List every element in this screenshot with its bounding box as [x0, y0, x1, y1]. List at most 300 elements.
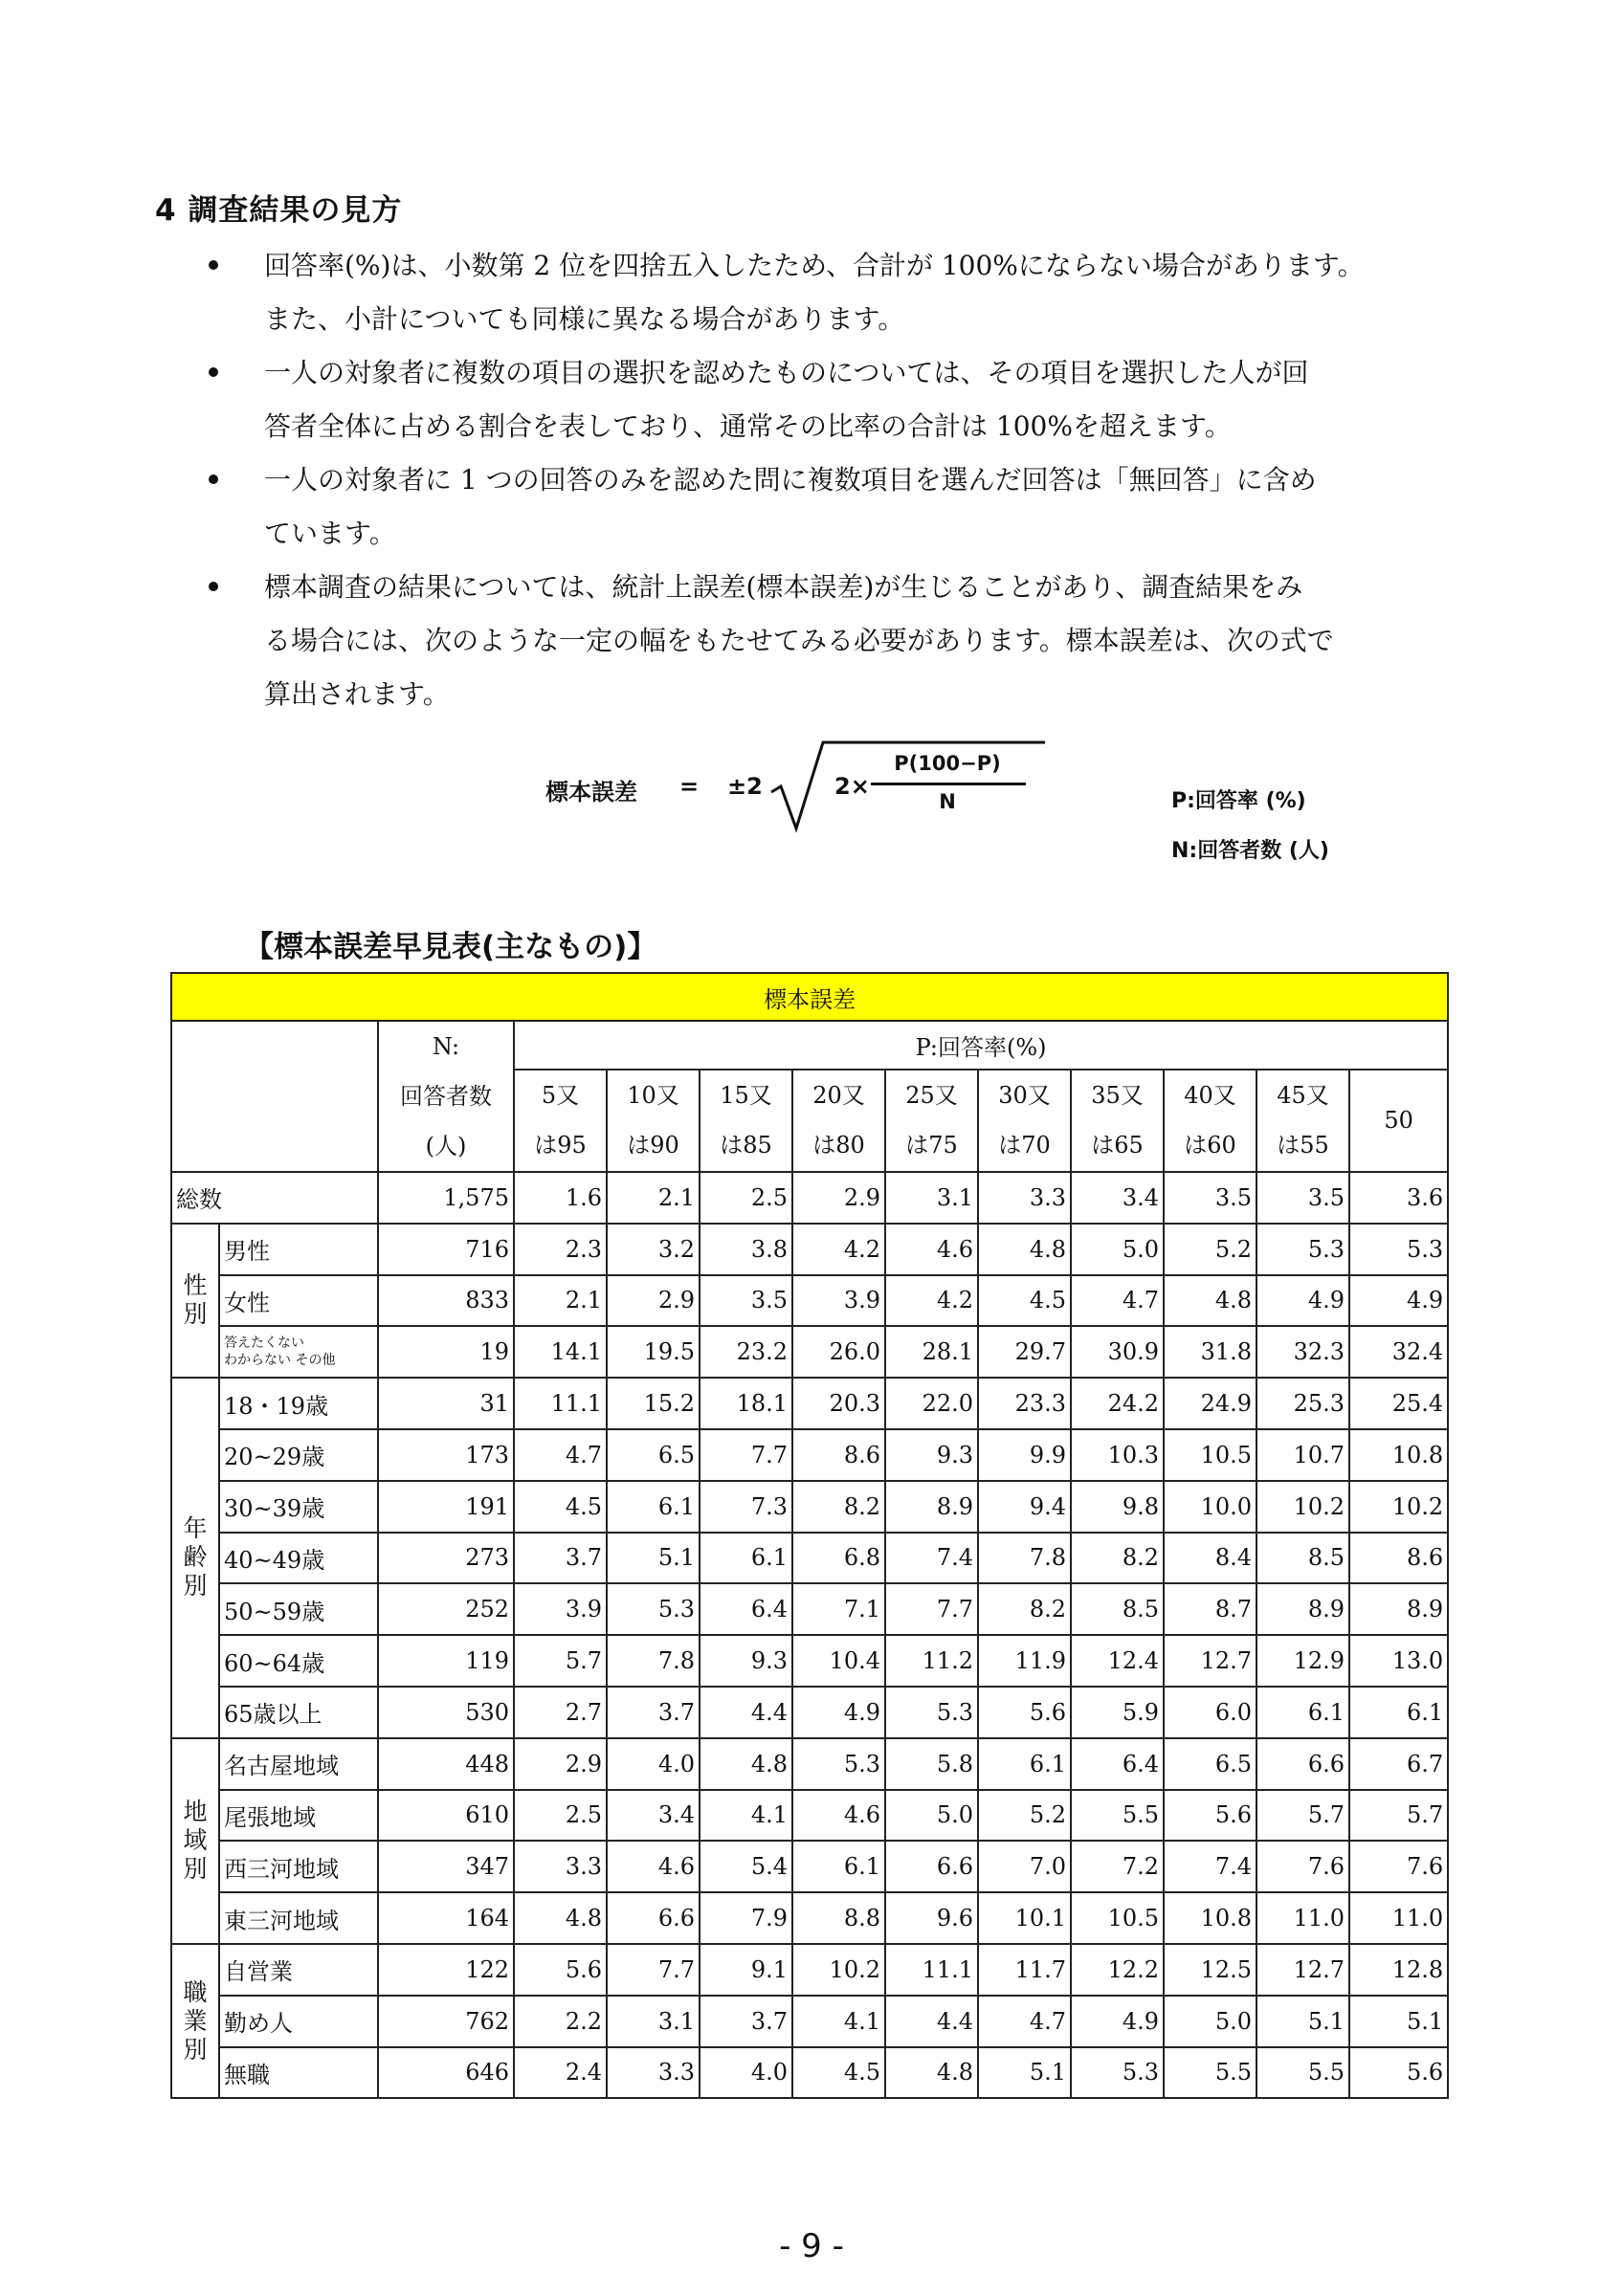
- group-label-char: 年: [183, 1514, 208, 1543]
- se-value: 3.7: [514, 1533, 607, 1584]
- se-value: 5.0: [1071, 1224, 1164, 1275]
- se-value: 4.9: [792, 1687, 885, 1738]
- se-value: 5.4: [700, 1841, 792, 1892]
- se-value: 12.4: [1071, 1635, 1164, 1687]
- se-value: 8.7: [1164, 1583, 1256, 1635]
- section-heading: 4 調査結果の見方: [155, 193, 403, 228]
- se-value: 10.3: [1071, 1429, 1164, 1481]
- p-column-top: 45又: [1277, 1082, 1329, 1110]
- p-column-header: [1349, 1070, 1448, 1172]
- se-value: 5.8: [885, 1738, 978, 1790]
- se-value: 8.8: [792, 1892, 885, 1944]
- table-row: [171, 1583, 1448, 1635]
- table-row: [171, 1687, 1448, 1738]
- n-value: 347: [378, 1841, 514, 1892]
- se-value: 6.1: [607, 1481, 700, 1533]
- n-value: 252: [378, 1583, 514, 1635]
- se-value: 15.2: [607, 1378, 700, 1429]
- n-value: 610: [378, 1790, 514, 1842]
- se-value: 7.3: [700, 1481, 792, 1533]
- se-value: 6.8: [792, 1533, 885, 1584]
- se-value: 25.4: [1349, 1378, 1448, 1429]
- p-column-bottom: は60: [1184, 1132, 1236, 1159]
- se-value: 9.3: [700, 1635, 792, 1687]
- p-column-top: 40又: [1184, 1082, 1236, 1110]
- se-value: 10.2: [1349, 1481, 1448, 1533]
- se-value: 3.1: [885, 1172, 978, 1224]
- se-value: 28.1: [885, 1326, 978, 1378]
- se-value: 7.6: [1256, 1841, 1349, 1892]
- se-value: 25.3: [1256, 1378, 1349, 1429]
- se-value: 3.3: [514, 1841, 607, 1892]
- standard-error-table: [170, 972, 1449, 2099]
- group-label: [171, 1224, 219, 1378]
- p-column-header: [885, 1070, 978, 1172]
- group-label-char: 齢: [183, 1543, 208, 1572]
- se-value: 4.8: [514, 1892, 607, 1944]
- group-label-char: 別: [183, 1855, 208, 1884]
- table-row: [171, 1944, 1448, 1996]
- table-row: [171, 1224, 1448, 1275]
- row-label: 女性: [219, 1275, 378, 1327]
- se-value: 3.7: [700, 1996, 792, 2047]
- p-column-bottom: は95: [534, 1132, 587, 1159]
- p-column-top: 15又: [720, 1082, 772, 1110]
- p-column-top: 10又: [627, 1082, 679, 1110]
- se-value: 4.6: [792, 1790, 885, 1842]
- se-value: 4.0: [700, 2047, 792, 2099]
- n-value: 164: [378, 1892, 514, 1944]
- se-value: 5.9: [1071, 1687, 1164, 1738]
- se-value: 4.2: [885, 1275, 978, 1327]
- se-value: 6.4: [1071, 1738, 1164, 1790]
- row-label: 65歳以上: [219, 1687, 378, 1738]
- se-value: 3.1: [607, 1996, 700, 2047]
- se-value: 5.6: [978, 1687, 1071, 1738]
- se-value: 4.5: [792, 2047, 885, 2099]
- se-value: 3.5: [1164, 1172, 1256, 1224]
- p-column-bottom: は85: [720, 1132, 772, 1159]
- se-value: 12.7: [1164, 1635, 1256, 1687]
- formula-coefficient: ±2: [727, 773, 763, 800]
- se-value: 6.1: [1349, 1687, 1448, 1738]
- p-column-top: 5又: [541, 1082, 580, 1110]
- n-value: 762: [378, 1996, 514, 2047]
- se-value: 11.2: [885, 1635, 978, 1687]
- group-label-char: 別: [183, 2035, 208, 2064]
- table-row: [171, 2047, 1448, 2099]
- se-value: 2.9: [792, 1172, 885, 1224]
- table-row: [171, 1429, 1448, 1481]
- row-label: 無職: [219, 2047, 378, 2099]
- bullet-dot-icon: [209, 582, 218, 591]
- se-value: 7.1: [792, 1583, 885, 1635]
- se-value: 3.4: [1071, 1172, 1164, 1224]
- bullet-line: 算出されます。: [264, 678, 450, 710]
- se-value: 9.1: [700, 1944, 792, 1996]
- se-value: 5.5: [1071, 1790, 1164, 1842]
- se-value: 9.4: [978, 1481, 1071, 1533]
- row-label: 18・19歳: [219, 1378, 378, 1429]
- se-value: 4.4: [885, 1996, 978, 2047]
- se-value: 18.1: [700, 1378, 792, 1429]
- se-value: 4.4: [700, 1687, 792, 1738]
- se-value: 3.3: [607, 2047, 700, 2099]
- se-value: 3.9: [514, 1583, 607, 1635]
- se-value: 11.0: [1256, 1892, 1349, 1944]
- n-header: [378, 1021, 514, 1172]
- se-value: 2.1: [514, 1275, 607, 1327]
- se-value: 6.1: [978, 1738, 1071, 1790]
- se-value: 2.7: [514, 1687, 607, 1738]
- se-value: 6.1: [700, 1533, 792, 1584]
- se-value: 4.8: [885, 2047, 978, 2099]
- row-label-line: 答えたくない: [224, 1336, 304, 1352]
- se-value: 4.6: [885, 1224, 978, 1275]
- se-value: 4.5: [514, 1481, 607, 1533]
- bullet-dot-icon: [209, 260, 218, 270]
- row-label: 東三河地域: [219, 1892, 378, 1944]
- p-column-top: 20又: [812, 1082, 865, 1110]
- se-value: 2.5: [700, 1172, 792, 1224]
- page-number: - 9 -: [779, 2227, 844, 2265]
- p-column-bottom: は70: [998, 1132, 1051, 1159]
- se-value: 10.5: [1164, 1429, 1256, 1481]
- se-value: 3.5: [1256, 1172, 1349, 1224]
- p-column-bottom: は65: [1091, 1132, 1144, 1159]
- se-value: 11.0: [1349, 1892, 1448, 1944]
- group-label-char: 性: [183, 1271, 208, 1300]
- p-column-bottom: は80: [812, 1132, 865, 1159]
- table-row: [171, 1790, 1448, 1842]
- se-value: 29.7: [978, 1326, 1071, 1378]
- p-column-header: [514, 1070, 607, 1172]
- se-value: 7.7: [885, 1583, 978, 1635]
- se-value: 2.2: [514, 1996, 607, 2047]
- bullet-line: 答者全体に占める割合を表しており、通常その比率の合計は 100%を超えます。: [264, 410, 1232, 442]
- row-label: [219, 1326, 378, 1378]
- bullet-item: [201, 561, 1474, 721]
- se-value: 31.8: [1164, 1326, 1256, 1378]
- se-value: 7.8: [978, 1533, 1071, 1584]
- n-value: 191: [378, 1481, 514, 1533]
- se-value: 2.1: [607, 1172, 700, 1224]
- se-value: 6.5: [1164, 1738, 1256, 1790]
- table-row: [171, 1892, 1448, 1944]
- se-value: 7.7: [607, 1944, 700, 1996]
- se-value: 8.5: [1256, 1533, 1349, 1584]
- bullet-item: [201, 453, 1474, 561]
- se-value: 5.6: [1164, 1790, 1256, 1842]
- se-value: 4.7: [1071, 1275, 1164, 1327]
- se-value: 32.3: [1256, 1326, 1349, 1378]
- bullet-line: 一人の対象者に 1 つの回答のみを認めた問に複数項目を選んだ回答は「無回答」に含め: [264, 464, 1317, 496]
- row-label: 50~59歳: [219, 1583, 378, 1635]
- se-value: 5.7: [1349, 1790, 1448, 1842]
- n-value: 273: [378, 1533, 514, 1584]
- group-label: [171, 1944, 219, 2098]
- se-value: 2.5: [514, 1790, 607, 1842]
- se-value: 5.6: [514, 1944, 607, 1996]
- se-value: 32.4: [1349, 1326, 1448, 1378]
- n-header-line: 回答者数: [400, 1083, 492, 1110]
- se-value: 6.4: [700, 1583, 792, 1635]
- se-value: 3.4: [607, 1790, 700, 1842]
- row-label: 男性: [219, 1224, 378, 1275]
- se-value: 19.5: [607, 1326, 700, 1378]
- table-row: [171, 1841, 1448, 1892]
- n-value: 19: [378, 1326, 514, 1378]
- se-value: 6.0: [1164, 1687, 1256, 1738]
- se-value: 5.3: [885, 1687, 978, 1738]
- se-value: 9.9: [978, 1429, 1071, 1481]
- n-value: 716: [378, 1224, 514, 1275]
- p-column-top: 35又: [1091, 1082, 1144, 1110]
- row-label: 30~39歳: [219, 1481, 378, 1533]
- se-value: 7.4: [885, 1533, 978, 1584]
- se-value: 10.0: [1164, 1481, 1256, 1533]
- se-value: 14.1: [514, 1326, 607, 1378]
- table-row: [171, 1635, 1448, 1687]
- se-value: 6.1: [1256, 1687, 1349, 1738]
- se-value: 4.1: [700, 1790, 792, 1842]
- se-value: 12.9: [1256, 1635, 1349, 1687]
- se-value: 11.9: [978, 1635, 1071, 1687]
- se-value: 5.3: [1071, 2047, 1164, 2099]
- se-value: 5.1: [1349, 1996, 1448, 2047]
- se-value: 6.5: [607, 1429, 700, 1481]
- p-column-header: [1164, 1070, 1256, 1172]
- se-value: 5.0: [1164, 1996, 1256, 2047]
- row-label-line: わからない その他: [224, 1353, 336, 1369]
- row-label: 勤め人: [219, 1996, 378, 2047]
- se-value: 4.8: [1164, 1275, 1256, 1327]
- se-value: 4.8: [700, 1738, 792, 1790]
- se-value: 3.3: [978, 1172, 1071, 1224]
- se-value: 6.1: [792, 1841, 885, 1892]
- se-value: 6.7: [1349, 1738, 1448, 1790]
- explanation-list: [201, 239, 1474, 721]
- n-value: 173: [378, 1429, 514, 1481]
- se-value: 23.2: [700, 1326, 792, 1378]
- se-value: 9.8: [1071, 1481, 1164, 1533]
- table-title: 【標本誤差早見表(主なもの)】: [244, 930, 657, 964]
- table-row: [171, 1275, 1448, 1327]
- table-row: [171, 1738, 1448, 1790]
- n-header-line: N:: [432, 1033, 460, 1060]
- bullet-item: [201, 239, 1474, 346]
- bullet-item: [201, 346, 1474, 453]
- bullet-line: 一人の対象者に複数の項目の選択を認めたものについては、その項目を選択した人が回: [264, 357, 1309, 388]
- se-value: 8.5: [1071, 1583, 1164, 1635]
- se-value: 3.5: [700, 1275, 792, 1327]
- se-value: 26.0: [792, 1326, 885, 1378]
- se-value: 11.7: [978, 1944, 1071, 1996]
- formula-denominator: N: [939, 790, 956, 813]
- se-value: 3.9: [792, 1275, 885, 1327]
- se-value: 10.7: [1256, 1429, 1349, 1481]
- se-value: 4.5: [978, 1275, 1071, 1327]
- se-value: 4.9: [1349, 1275, 1448, 1327]
- se-value: 4.1: [792, 1996, 885, 2047]
- p-column-header: [607, 1070, 700, 1172]
- se-value: 5.5: [1164, 2047, 1256, 2099]
- se-value: 23.3: [978, 1378, 1071, 1429]
- se-value: 7.4: [1164, 1841, 1256, 1892]
- se-value: 9.3: [885, 1429, 978, 1481]
- row-label: 自営業: [219, 1944, 378, 1996]
- bullet-line: る場合には、次のような一定の幅をもたせてみる必要があります。標本誤差は、次の式で: [264, 625, 1334, 656]
- row-label: 尾張地域: [219, 1790, 378, 1842]
- n-header-line: (人): [425, 1133, 467, 1159]
- se-value: 2.9: [607, 1275, 700, 1327]
- table-row: [171, 1996, 1448, 2047]
- se-value: 13.0: [1349, 1635, 1448, 1687]
- group-label-char: 地: [183, 1798, 208, 1826]
- row-label: 60~64歳: [219, 1635, 378, 1687]
- se-value: 3.7: [607, 1687, 700, 1738]
- standard-error-formula: [545, 739, 1043, 834]
- se-value: 4.9: [1071, 1996, 1164, 2047]
- se-value: 22.0: [885, 1378, 978, 1429]
- se-value: 9.6: [885, 1892, 978, 1944]
- p-column-top: 50: [1384, 1107, 1413, 1135]
- se-value: 8.9: [885, 1481, 978, 1533]
- n-value: 119: [378, 1635, 514, 1687]
- bullet-dot-icon: [209, 475, 218, 484]
- p-column-header: [1256, 1070, 1349, 1172]
- se-value: 11.1: [514, 1378, 607, 1429]
- p-column-header: [792, 1070, 885, 1172]
- formula-equals: =: [679, 773, 700, 800]
- group-label: [171, 1378, 219, 1738]
- se-value: 8.9: [1256, 1583, 1349, 1635]
- se-value: 4.6: [607, 1841, 700, 1892]
- se-value: 6.6: [885, 1841, 978, 1892]
- se-value: 4.9: [1256, 1275, 1349, 1327]
- p-column-header: [1071, 1070, 1164, 1172]
- table-row: [171, 1481, 1448, 1533]
- row-label: 総数: [171, 1172, 378, 1224]
- n-value: 833: [378, 1275, 514, 1327]
- n-value: 530: [378, 1687, 514, 1738]
- se-value: 10.4: [792, 1635, 885, 1687]
- se-value: 1.6: [514, 1172, 607, 1224]
- formula-label: 標本誤差: [545, 779, 637, 806]
- se-value: 10.2: [1256, 1481, 1349, 1533]
- se-value: 12.7: [1256, 1944, 1349, 1996]
- n-value: 31: [378, 1378, 514, 1429]
- p-column-bottom: は55: [1277, 1132, 1329, 1159]
- p-column-bottom: は90: [627, 1132, 679, 1159]
- n-value: 1,575: [378, 1172, 514, 1224]
- group-label-char: 職: [183, 1977, 208, 2006]
- se-value: 5.5: [1256, 2047, 1349, 2099]
- se-value: 8.2: [1071, 1533, 1164, 1584]
- n-value: 448: [378, 1738, 514, 1790]
- se-value: 12.5: [1164, 1944, 1256, 1996]
- se-value: 7.9: [700, 1892, 792, 1944]
- se-value: 8.9: [1349, 1583, 1448, 1635]
- se-value: 30.9: [1071, 1326, 1164, 1378]
- se-value: 8.2: [792, 1481, 885, 1533]
- formula-numerator: P(100−P): [894, 752, 1001, 775]
- se-value: 3.6: [1349, 1172, 1448, 1224]
- se-value: 10.1: [978, 1892, 1071, 1944]
- se-value: 5.1: [978, 2047, 1071, 2099]
- se-value: 5.2: [1164, 1224, 1256, 1275]
- se-value: 7.2: [1071, 1841, 1164, 1892]
- row-label: 名古屋地域: [219, 1738, 378, 1790]
- se-value: 5.6: [1349, 2047, 1448, 2099]
- se-value: 10.8: [1349, 1429, 1448, 1481]
- se-value: 24.2: [1071, 1378, 1164, 1429]
- se-value: 7.6: [1349, 1841, 1448, 1892]
- se-value: 7.0: [978, 1841, 1071, 1892]
- bullet-line: 回答率(%)は、小数第 2 位を四捨五入したため、合計が 100%にならない場合があります。: [264, 250, 1365, 281]
- bullet-line: ています。: [264, 518, 396, 549]
- formula-inner-coefficient: 2×: [834, 773, 870, 800]
- se-value: 5.3: [792, 1738, 885, 1790]
- n-value: 646: [378, 2047, 514, 2099]
- se-value: 10.8: [1164, 1892, 1256, 1944]
- se-value: 4.7: [978, 1996, 1071, 2047]
- se-value: 5.7: [1256, 1790, 1349, 1842]
- se-value: 5.2: [978, 1790, 1071, 1842]
- group-label: [171, 1738, 219, 1944]
- se-value: 2.4: [514, 2047, 607, 2099]
- se-value: 11.1: [885, 1944, 978, 1996]
- se-value: 5.3: [1349, 1224, 1448, 1275]
- group-label-char: 域: [183, 1826, 208, 1855]
- legend-p: P:回答率 (%): [1171, 789, 1306, 813]
- se-value: 2.3: [514, 1224, 607, 1275]
- se-value: 2.9: [514, 1738, 607, 1790]
- bullet-dot-icon: [209, 367, 218, 377]
- p-column-bottom: は75: [905, 1132, 958, 1159]
- se-value: 7.8: [607, 1635, 700, 1687]
- table-banner: 標本誤差: [171, 973, 1448, 1021]
- se-value: 6.6: [1256, 1738, 1349, 1790]
- se-value: 4.2: [792, 1224, 885, 1275]
- se-value: 8.6: [792, 1429, 885, 1481]
- se-value: 24.9: [1164, 1378, 1256, 1429]
- p-column-header: [700, 1070, 792, 1172]
- se-value: 5.7: [514, 1635, 607, 1687]
- row-label: 西三河地域: [219, 1841, 378, 1892]
- table-row: [171, 1326, 1448, 1378]
- se-value: 3.8: [700, 1224, 792, 1275]
- group-label-char: 別: [183, 1300, 208, 1329]
- group-label-char: 別: [183, 1572, 208, 1601]
- se-value: 5.3: [1256, 1224, 1349, 1275]
- p-column-top: 25又: [905, 1082, 958, 1110]
- p-header: P:回答率(%): [514, 1021, 1448, 1070]
- se-value: 12.2: [1071, 1944, 1164, 1996]
- row-label: 40~49歳: [219, 1533, 378, 1584]
- se-value: 12.8: [1349, 1944, 1448, 1996]
- fraction-bar: [871, 783, 1026, 785]
- se-value: 10.2: [792, 1944, 885, 1996]
- se-value: 3.2: [607, 1224, 700, 1275]
- p-column-top: 30又: [998, 1082, 1051, 1110]
- table-row: [171, 1172, 1448, 1224]
- row-label: 20~29歳: [219, 1429, 378, 1481]
- se-value: 6.6: [607, 1892, 700, 1944]
- group-label-char: 業: [183, 2006, 208, 2035]
- se-value: 5.3: [607, 1583, 700, 1635]
- se-value: 8.4: [1164, 1533, 1256, 1584]
